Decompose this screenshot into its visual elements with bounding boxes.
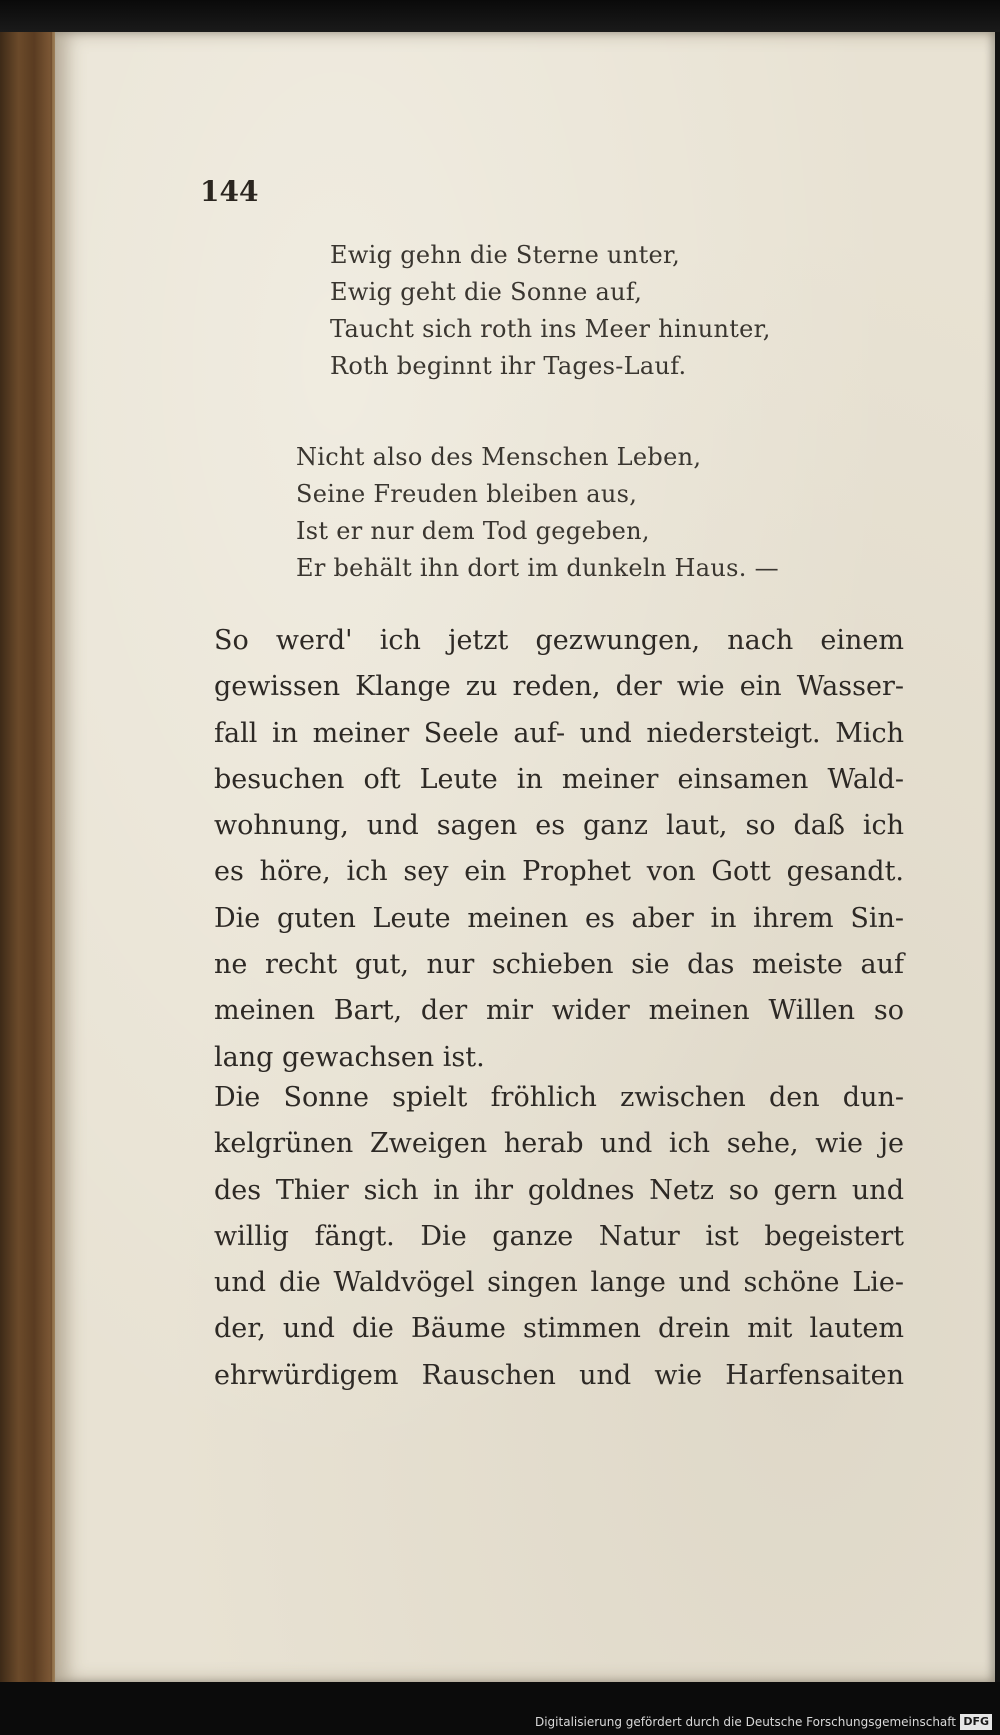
text-line: So werd' ich jetzt gezwungen, nach einem	[214, 625, 904, 656]
text-line: Die Sonne spielt fröhlich zwischen den dun-	[214, 1082, 904, 1113]
footer-bar	[0, 1682, 1000, 1735]
poem-line: Nicht also des Menschen Leben,	[296, 443, 702, 471]
text-line: es höre, ich sey ein Prophet von Gott gesandt.	[214, 856, 904, 888]
text-line: wohnung, und sagen es ganz laut, so daß ich	[214, 810, 904, 842]
poem-stanza-1	[330, 237, 771, 385]
text-line: gewissen Klange zu reden, der wie ein Wasser-	[214, 671, 904, 703]
text-line: der, und die Bäume stimmen drein mit lautem	[214, 1313, 904, 1345]
paragraph-1	[214, 618, 904, 1081]
page-number: 144	[200, 175, 259, 208]
text-line: ehrwürdigem Rauschen und wie Harfensaiten	[214, 1359, 904, 1391]
poem-line: Er behält ihn dort im dunkeln Haus. —	[296, 554, 779, 582]
text-line: Die guten Leute meinen es aber in ihrem Sin-	[214, 902, 904, 934]
paragraph-2	[214, 1075, 904, 1399]
text-line: des Thier sich in ihr goldnes Netz so gern und	[214, 1174, 904, 1206]
text-line: lang gewachsen ist.	[214, 1041, 485, 1073]
poem-stanza-2	[296, 439, 779, 587]
text-line: fall in meiner Seele auf- und niedersteigt. Mich	[214, 717, 904, 749]
poem-line: Taucht sich roth ins Meer hinunter,	[330, 315, 771, 343]
text-line: meinen Bart, der mir wider meinen Willen so	[214, 995, 904, 1027]
dfg-logo-icon: DFG	[960, 1714, 992, 1730]
funding-note: Digitalisierung gefördert durch die Deutsche Forschungsgemeinschaft	[534, 1715, 956, 1729]
poem-line: Ewig geht die Sonne auf,	[330, 278, 643, 306]
poem-line: Ist er nur dem Tod gegeben,	[296, 517, 650, 545]
text-line: ne recht gut, nur schieben sie das meiste auf	[214, 949, 904, 981]
poem-line: Ewig gehn die Sterne unter,	[330, 241, 681, 269]
text-line: besuchen oft Leute in meiner einsamen Wald-	[214, 763, 904, 795]
scan-top-border	[0, 0, 1000, 32]
text-line: willig fängt. Die ganze Natur ist begeistert	[214, 1220, 904, 1252]
poem-line: Seine Freuden bleiben aus,	[296, 480, 638, 508]
poem-line: Roth beginnt ihr Tages-Lauf.	[330, 352, 687, 380]
book-spine-edge	[0, 32, 62, 1682]
text-line: kelgrünen Zweigen herab und ich sehe, wie je	[214, 1128, 904, 1160]
text-line: und die Waldvögel singen lange und schöne Lie-	[214, 1267, 904, 1299]
